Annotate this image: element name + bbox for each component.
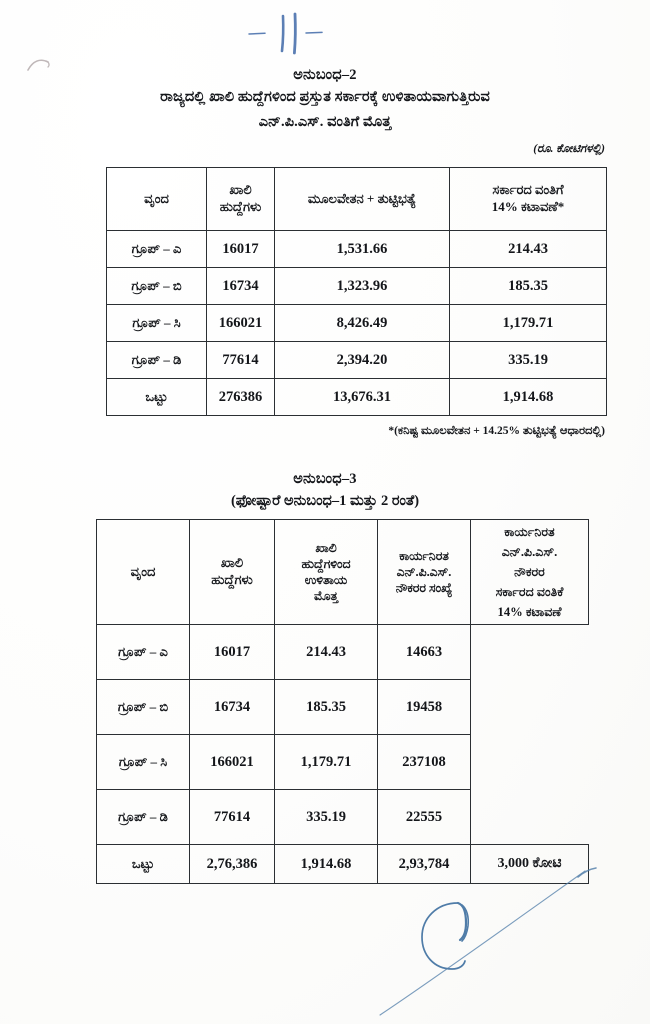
cell-contribution: 335.19: [450, 342, 607, 379]
annexure-2-title-line2: ಎನ್.ಪಿ.ಎಸ್. ವಂತಿಗೆ ಮೊತ್ತ: [258, 114, 392, 130]
table-total-row: [97, 845, 589, 884]
cell-nps-staff: 237108: [378, 735, 471, 790]
annexure-3-label-wrap: [0, 470, 650, 488]
cell-nps-staff-total: 2,93,784: [378, 845, 471, 884]
cell-contribution-total: 3,000 ಕೋಟಿ: [471, 845, 589, 884]
cell-group: ಗ್ರೂಪ್ – ಸಿ: [97, 735, 190, 790]
table-row: [97, 790, 589, 845]
cell-vacant: 77614: [207, 342, 275, 379]
col-header-savings-amount-line1: ಖಾಲಿ: [315, 540, 337, 555]
cell-vacant-total: 2,76,386: [190, 845, 275, 884]
table-row: [97, 680, 589, 735]
col-header-savings-amount-line3: ಉಳಿತಾಯ: [304, 573, 348, 587]
merged-note-line5: 14% ಕಟಾವಣೆ: [497, 605, 562, 620]
cell-savings-total: 1,914.68: [275, 845, 378, 884]
table-header-row: [107, 168, 607, 231]
col-header-govt-contribution: [450, 168, 607, 231]
cell-savings: 185.35: [275, 680, 378, 735]
annexure-3-table: [96, 519, 589, 884]
table-row: [107, 305, 607, 342]
cell-group: ಗ್ರೂಪ್ – ಎ: [97, 625, 190, 680]
col-header-nps-staff-count-line1: ಕಾರ್ಯನಿರತ: [399, 548, 449, 563]
units-note: (ರೂ. ಕೋಟಿಗಳಲ್ಲಿ): [533, 143, 605, 155]
merged-note-line4: ಸರ್ಕಾರದ ವಂತಿಕೆ: [495, 585, 564, 600]
col-header-vacant-posts: [207, 168, 275, 231]
annexure-2-title-line1-wrap: [0, 88, 650, 106]
annexure-2-footnote: *(ಕನಿಷ್ಟ ಮೂಲವೇತನ + 14.25% ತುಟ್ಟಿಭತ್ಯೆ ಆಧಾರದಲ್ಲಿ): [388, 425, 605, 437]
col-header-cadre: ವೃಂದ: [97, 520, 190, 625]
cell-contribution: 185.35: [450, 268, 607, 305]
annexure-2-title-line2-wrap: [0, 113, 650, 131]
cell-vacant: 166021: [190, 735, 275, 790]
table-row: [97, 735, 589, 790]
col-header-savings-amount-line4: ಮೊತ್ತ: [314, 589, 338, 604]
annexure-2-label-wrap: [0, 66, 650, 84]
annexure-2-table: [106, 167, 607, 416]
col-header-vacant-posts-line2: ಹುದ್ದೆಗಳು: [211, 572, 253, 587]
col-header-nps-staff-count: [378, 520, 471, 625]
table-row: [107, 342, 607, 379]
table-row: [97, 625, 589, 680]
cell-vacant: 16734: [207, 268, 275, 305]
cell-pay-da: 2,394.20: [275, 342, 450, 379]
cell-pay-da: 8,426.49: [275, 305, 450, 342]
table-total-row: [107, 379, 607, 416]
col-header-savings-amount: [275, 520, 378, 625]
cell-pay-da-total: 13,676.31: [275, 379, 450, 416]
merged-note-line1: ಕಾರ್ಯನಿರತ: [504, 524, 555, 539]
cell-group: ಗ್ರೂಪ್ – ಡಿ: [97, 790, 190, 845]
cell-vacant: 77614: [190, 790, 275, 845]
cell-pay-da: 1,323.96: [275, 268, 450, 305]
cell-savings: 335.19: [275, 790, 378, 845]
cell-vacant: 16017: [207, 231, 275, 268]
annexure-2-label: ಅನುಬಂಧ–2: [293, 67, 357, 83]
cell-pay-da: 1,531.66: [275, 231, 450, 268]
cell-group: ಗ್ರೂಪ್ – ಬಿ: [107, 268, 207, 305]
cell-group-total: ಒಟ್ಟು: [107, 379, 207, 416]
cell-group: ಗ್ರೂಪ್ – ಎ: [107, 231, 207, 268]
cell-group-total: ಒಟ್ಟು: [97, 845, 190, 884]
col-header-vacant-posts-line1: ಖಾಲಿ: [220, 555, 244, 571]
annexure-3-label: ಅನುಬಂಧ–3: [293, 471, 357, 487]
table-row: [107, 268, 607, 305]
col-header-govt-contribution-line2: 14% ಕಟಾವಣೆ*: [491, 199, 565, 214]
handwritten-page-number: [243, 10, 353, 56]
cell-nps-staff: 22555: [378, 790, 471, 845]
merged-note-line2: ಎನ್.ಪಿ.ಎಸ್.: [501, 544, 558, 559]
cell-vacant: 16017: [190, 625, 275, 680]
col-header-nps-staff-count-line3: ನೌಕರರ ಸಂಖ್ಯೆ: [395, 581, 453, 596]
cell-contribution-total: 1,914.68: [450, 379, 607, 416]
cell-group: ಗ್ರೂಪ್ – ಸಿ: [107, 305, 207, 342]
cell-nps-staff: 14663: [378, 625, 471, 680]
col-header-govt-contribution-line1: ಸರ್ಕಾರದ ವಂತಿಗೆ: [492, 182, 564, 198]
col-header-cadre: ವೃಂದ: [107, 168, 207, 231]
cell-contribution: 1,179.71: [450, 305, 607, 342]
table-header-row: [97, 520, 589, 625]
col-header-savings-amount-line2: ಹುದ್ದೆಗಳಿಂದ: [301, 556, 351, 571]
merged-note-line3: ನೌಕರರ: [514, 564, 545, 579]
annexure-3-subtitle: (ಫೋಷ್ಟಾರೆ ಅನುಬಂಧ–1 ಮತ್ತು 2 ರಂತೆ): [230, 493, 420, 509]
cell-group: ಗ್ರೂಪ್ – ಬಿ: [97, 680, 190, 735]
cell-vacant: 166021: [207, 305, 275, 342]
col-header-vacant-posts: [190, 520, 275, 625]
cell-group: ಗ್ರೂಪ್ – ಡಿ: [107, 342, 207, 379]
col-header-vacant-posts-line2: ಹುದ್ದೆಗಳು: [219, 199, 262, 214]
cell-vacant: 16734: [190, 680, 275, 735]
col-header-vacant-posts-line1: ಖಾಲಿ: [229, 182, 252, 198]
col-header-pay-plus-da: ಮೂಲವೇತನ + ತುಟ್ಟಿಭತ್ಯೆ: [275, 168, 450, 231]
col-header-nps-staff-count-line2: ಎನ್.ಪಿ.ಎಸ್.: [396, 564, 452, 579]
cell-vacant-total: 276386: [207, 379, 275, 416]
cell-contribution: 214.43: [450, 231, 607, 268]
annexure-3-subtitle-wrap: [0, 492, 650, 510]
cell-savings: 214.43: [275, 625, 378, 680]
cell-nps-staff: 19458: [378, 680, 471, 735]
cell-savings: 1,179.71: [275, 735, 378, 790]
annexure-2-title-line1: ರಾಜ್ಯದಲ್ಲಿ ಖಾಲಿ ಹುದ್ದೆಗಳಿಂದ ಪ್ರಸ್ತುತ ಸರ್ಕಾರಕ್ಕೆ ಉಳಿತಾಯವಾಗುತ್ತಿರುವ: [160, 89, 490, 105]
merged-note-nps-govt-contribution: [471, 520, 589, 625]
table-row: [107, 231, 607, 268]
